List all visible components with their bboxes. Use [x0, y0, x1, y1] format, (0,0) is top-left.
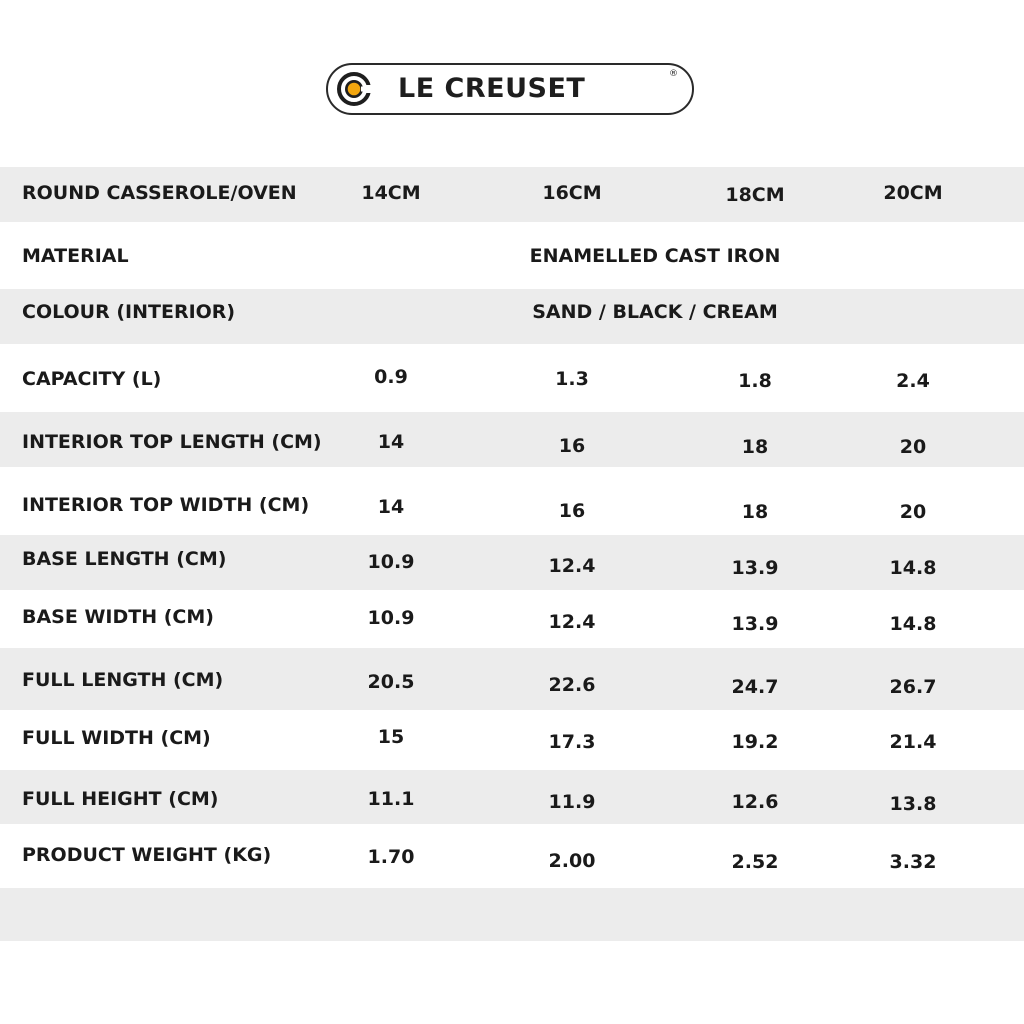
- table-row: [0, 770, 1024, 824]
- table-row-colour: [0, 289, 1024, 344]
- cell-20cm: 13.8: [889, 793, 937, 815]
- row-label: BASE WIDTH (CM): [22, 606, 214, 628]
- cell-16cm: 2.00: [548, 850, 596, 872]
- cell-20cm: 14.8: [889, 557, 937, 579]
- table-header-row: [0, 167, 1024, 222]
- cell-14cm: 0.9: [374, 366, 408, 388]
- brand-name: LE CREUSET: [398, 73, 586, 104]
- cell-14cm: 10.9: [367, 607, 415, 629]
- cell-18cm: 12.6: [731, 791, 779, 813]
- cell-20cm: 20: [899, 501, 927, 523]
- header-size-18: 18CM: [725, 184, 785, 206]
- cell-16cm: 1.3: [555, 368, 589, 390]
- table-row: [0, 344, 1024, 412]
- registered-mark: ®: [669, 69, 678, 79]
- table-row-material: [0, 222, 1024, 289]
- row-label: CAPACITY (L): [22, 368, 162, 390]
- cell-14cm: 14: [377, 431, 405, 453]
- table-row: [0, 648, 1024, 710]
- cell-16cm: 16: [558, 500, 586, 522]
- cell-14cm: 10.9: [367, 551, 415, 573]
- cell-20cm: 14.8: [889, 613, 937, 635]
- table-row: [0, 467, 1024, 535]
- row-label: FULL LENGTH (CM): [22, 669, 224, 691]
- cell-18cm: 18: [741, 501, 769, 523]
- table-row: [0, 710, 1024, 770]
- cell-18cm: 18: [741, 436, 769, 458]
- header-label: ROUND CASSEROLE/OVEN: [22, 182, 297, 204]
- header-size-14: 14CM: [361, 182, 421, 204]
- header-size-16: 16CM: [542, 182, 602, 204]
- cell-16cm: 16: [558, 435, 586, 457]
- row-label: FULL WIDTH (CM): [22, 727, 211, 749]
- cell-18cm: 13.9: [731, 557, 779, 579]
- table-row: [0, 535, 1024, 590]
- cell-16cm: 17.3: [548, 731, 596, 753]
- row-label: INTERIOR TOP LENGTH (CM): [22, 431, 322, 453]
- cell-18cm: 19.2: [731, 731, 779, 753]
- cell-20cm: 3.32: [889, 851, 937, 873]
- cell-18cm: 1.8: [738, 370, 772, 392]
- cell-20cm: 2.4: [896, 370, 930, 392]
- cell-20cm: 26.7: [889, 676, 937, 698]
- cell-20cm: 21.4: [889, 731, 937, 753]
- row-label: COLOUR (INTERIOR): [22, 301, 236, 323]
- colour-value: SAND / BLACK / CREAM: [532, 301, 778, 323]
- row-label: FULL HEIGHT (CM): [22, 788, 219, 810]
- material-value: ENAMELLED CAST IRON: [529, 245, 781, 267]
- table-row: [0, 590, 1024, 648]
- cell-16cm: 12.4: [548, 555, 596, 577]
- cell-14cm: 11.1: [367, 788, 415, 810]
- table-footer-band: [0, 888, 1024, 941]
- cell-18cm: 2.52: [731, 851, 779, 873]
- header-size-20: 20CM: [883, 182, 943, 204]
- table-row: [0, 412, 1024, 467]
- cell-16cm: 12.4: [548, 611, 596, 633]
- row-label: BASE LENGTH (CM): [22, 548, 227, 570]
- row-label: PRODUCT WEIGHT (KG): [22, 844, 272, 866]
- cell-16cm: 11.9: [548, 791, 596, 813]
- row-label: MATERIAL: [22, 245, 129, 267]
- cell-14cm: 20.5: [367, 671, 415, 693]
- le-creuset-emblem-icon: [337, 72, 371, 106]
- brand-logo: [326, 63, 694, 115]
- cell-18cm: 24.7: [731, 676, 779, 698]
- cell-14cm: 1.70: [367, 846, 415, 868]
- cell-16cm: 22.6: [548, 674, 596, 696]
- table-row: [0, 824, 1024, 888]
- cell-18cm: 13.9: [731, 613, 779, 635]
- row-label: INTERIOR TOP WIDTH (CM): [22, 494, 310, 516]
- cell-14cm: 14: [377, 496, 405, 518]
- cell-14cm: 15: [377, 726, 405, 748]
- cell-20cm: 20: [899, 436, 927, 458]
